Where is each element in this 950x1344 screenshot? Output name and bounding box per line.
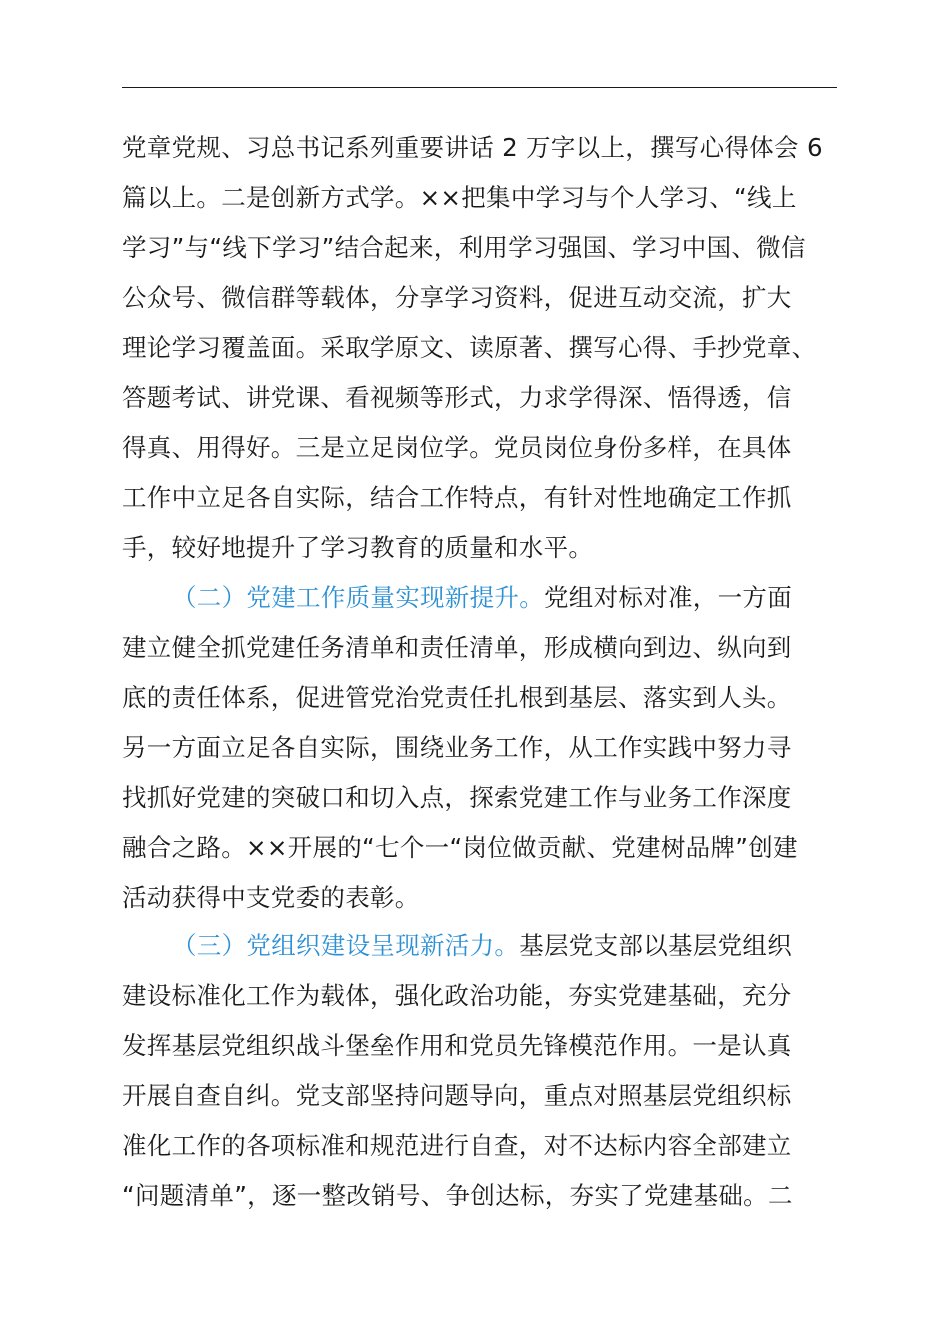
header-divider bbox=[122, 87, 837, 88]
paragraph-line: 找抓好党建的突破口和切入点，探索党建工作与业务工作深度 bbox=[122, 783, 792, 812]
paragraph-line: 融合之路。××开展的“七个一“岗位做贡献、党建树品牌”创建 bbox=[122, 833, 798, 862]
section-2-heading: （二）党建工作质量实现新提升。 bbox=[172, 583, 544, 612]
paragraph-line: 理论学习覆盖面。采取学原文、读原著、撰写心得、手抄党章、 bbox=[122, 333, 817, 362]
paragraph-line: 答题考试、讲党课、看视频等形式，力求学得深、悟得透，信 bbox=[122, 383, 792, 412]
paragraph-line: 活动获得中支党委的表彰。 bbox=[122, 883, 420, 912]
paragraph-line: 公众号、微信群等载体，分享学习资料，促进互动交流，扩大 bbox=[122, 283, 792, 312]
paragraph-line: 准化工作的各项标准和规范进行自查，对不达标内容全部建立 bbox=[122, 1131, 792, 1160]
paragraph-line: 另一方面立足各自实际，围绕业务工作，从工作实践中努力寻 bbox=[122, 733, 792, 762]
section-3-first-line bbox=[172, 921, 838, 971]
section-3-heading: （三）党组织建设呈现新活力。 bbox=[172, 931, 520, 960]
section-2-first-line bbox=[172, 573, 838, 623]
paragraph-line: 发挥基层党组织战斗堡垒作用和党员先锋模范作用。一是认真 bbox=[122, 1031, 792, 1060]
section-2-lead-text: 党组对标对准，一方面 bbox=[544, 583, 792, 612]
section-3-lead-text: 基层党支部以基层党组织 bbox=[519, 931, 793, 960]
paragraph-line: 学习”与“线下学习”结合起来，利用学习强国、学习中国、微信 bbox=[122, 233, 806, 262]
paragraph-line: 建立健全抓党建任务清单和责任清单，形成横向到边、纵向到 bbox=[122, 633, 792, 662]
paragraph-line: 得真、用得好。三是立足岗位学。党员岗位身份多样，在具体 bbox=[122, 433, 792, 462]
paragraph-line: 工作中立足各自实际，结合工作特点，有针对性地确定工作抓 bbox=[122, 483, 792, 512]
paragraph-line: 党章党规、习总书记系列重要讲话 2 万字以上，撰写心得体会 6 bbox=[122, 133, 823, 162]
paragraph-line: 手，较好地提升了学习教育的质量和水平。 bbox=[122, 533, 594, 562]
paragraph-line: 建设标准化工作为载体，强化政治功能，夯实党建基础，充分 bbox=[122, 981, 792, 1010]
paragraph-line: 底的责任体系，促进管党治党责任扎根到基层、落实到人头。 bbox=[122, 683, 792, 712]
paragraph-line: 篇以上。二是创新方式学。××把集中学习与个人学习、“线上 bbox=[122, 183, 797, 212]
paragraph-line: 开展自查自纠。党支部坚持问题导向，重点对照基层党组织标 bbox=[122, 1081, 792, 1110]
paragraph-line: “问题清单”，逐一整改销号、争创达标，夯实了党建基础。二 bbox=[122, 1181, 793, 1210]
